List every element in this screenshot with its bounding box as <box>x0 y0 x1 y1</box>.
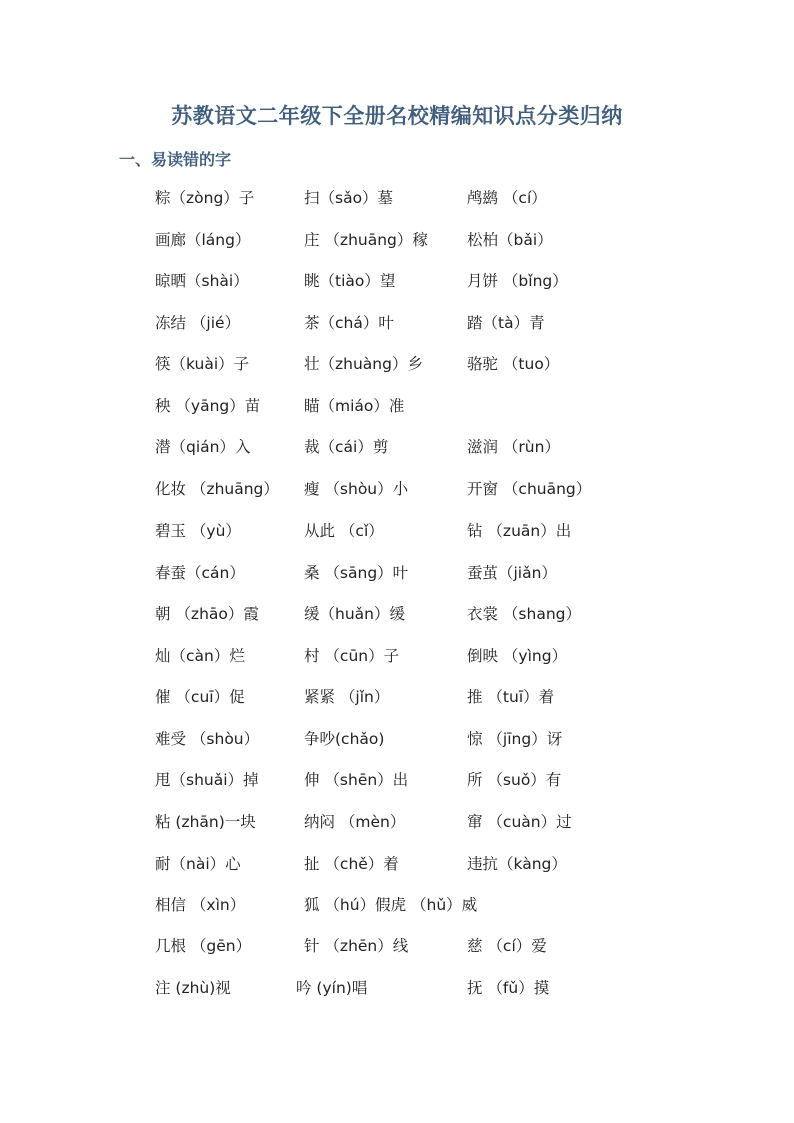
word-item: 滋润 （rùn） <box>467 438 560 456</box>
word-item: 从此 （cǐ） <box>304 522 384 540</box>
word-row <box>0 268 794 294</box>
word-item: 晾晒（shài） <box>155 272 249 290</box>
word-row <box>0 476 794 502</box>
word-row <box>0 518 794 544</box>
word-item: 注 (zhù)视 <box>155 979 231 997</box>
word-item: 窜 （cuàn）过 <box>467 813 572 831</box>
word-item: 难受 （shòu） <box>155 730 260 748</box>
page-title: 苏教语文二年级下全册名校精编知识点分类归纳 <box>171 103 623 128</box>
word-row <box>0 851 794 877</box>
word-item: 化妆 （zhuāng） <box>155 480 279 498</box>
word-item: 桑 （sāng）叶 <box>304 564 409 582</box>
word-item: 碧玉 （yù） <box>155 522 241 540</box>
word-item: 所 （suǒ）有 <box>467 771 562 789</box>
word-item: 衣裳 （shang） <box>467 605 581 623</box>
word-row <box>0 892 794 918</box>
word-item: 针 （zhēn）线 <box>304 937 409 955</box>
section-heading: 一、易读错的字 <box>119 150 232 169</box>
word-row <box>0 809 794 835</box>
word-item: 秧 （yāng）苗 <box>155 397 261 415</box>
word-item: 蚕茧（jiǎn） <box>467 564 557 582</box>
word-item: 眺（tiào）望 <box>304 272 396 290</box>
word-item: 几根 （gēn） <box>155 937 252 955</box>
word-row <box>0 767 794 793</box>
word-item: 违抗（kàng） <box>467 855 567 873</box>
word-item: 踏（tà）青 <box>467 314 545 332</box>
word-row <box>0 310 794 336</box>
word-row <box>0 643 794 669</box>
word-row <box>0 185 794 211</box>
word-row <box>0 684 794 710</box>
word-item: 粽（zòng）子 <box>155 189 255 207</box>
word-item: 潜（qián）入 <box>155 438 251 456</box>
word-item: 灿（càn）烂 <box>155 647 245 665</box>
word-item: 村 （cūn）子 <box>304 647 400 665</box>
word-row <box>0 351 794 377</box>
word-item: 耐（nài）心 <box>155 855 241 873</box>
word-item: 纳闷 （mèn） <box>304 813 406 831</box>
word-item: 开窗 （chuāng） <box>467 480 592 498</box>
word-item: 伸 （shēn）出 <box>304 771 409 789</box>
word-item: 月饼 （bǐng） <box>467 272 568 290</box>
word-item: 骆驼 （tuo） <box>467 355 560 373</box>
word-item: 钻 （zuān）出 <box>467 522 572 540</box>
word-item: 筷（kuài）子 <box>155 355 250 373</box>
word-item: 狐 （hú）假虎 （hǔ）威 <box>304 896 478 914</box>
word-row <box>0 975 794 1001</box>
word-item: 画廊（láng） <box>155 231 251 249</box>
word-item: 瞄（miáo）准 <box>304 397 405 415</box>
word-item: 甩（shuǎi）掉 <box>155 771 259 789</box>
word-row <box>0 726 794 752</box>
word-item: 鸬鹚 （cí） <box>467 189 547 207</box>
word-item: 倒映 （yìng） <box>467 647 568 665</box>
word-item: 推 （tuī）着 <box>467 688 555 706</box>
word-row <box>0 434 794 460</box>
word-row <box>0 560 794 586</box>
word-row <box>0 601 794 627</box>
word-item: 惊 （jīng）讶 <box>467 730 563 748</box>
word-item: 粘 (zhān)一块 <box>155 813 256 831</box>
word-item: 吟 (yín)唱 <box>296 979 368 997</box>
word-row <box>0 393 794 419</box>
word-item: 缓（huǎn）缓 <box>304 605 405 623</box>
word-row <box>0 227 794 253</box>
word-item: 相信 （xìn） <box>155 896 246 914</box>
word-item: 扯 （chě）着 <box>304 855 399 873</box>
word-item: 松柏（bǎi） <box>467 231 553 249</box>
word-item: 催 （cuī）促 <box>155 688 245 706</box>
word-item: 紧紧 （jǐn） <box>304 688 390 706</box>
word-item: 壮（zhuàng）乡 <box>304 355 423 373</box>
word-item: 冻结 （jié） <box>155 314 241 332</box>
word-item: 扫（sǎo）墓 <box>304 189 394 207</box>
word-item: 春蚕（cán） <box>155 564 245 582</box>
word-item: 裁（cái）剪 <box>304 438 389 456</box>
word-item: 慈 （cí）爱 <box>467 937 547 955</box>
word-item: 争吵(chǎo) <box>304 730 385 748</box>
word-item: 庄 （zhuāng）稼 <box>304 231 428 249</box>
word-item: 抚 （fǔ）摸 <box>467 979 550 997</box>
word-item: 茶（chá）叶 <box>304 314 394 332</box>
word-item: 瘦 （shòu）小 <box>304 480 409 498</box>
word-row <box>0 933 794 959</box>
word-item: 朝 （zhāo）霞 <box>155 605 259 623</box>
